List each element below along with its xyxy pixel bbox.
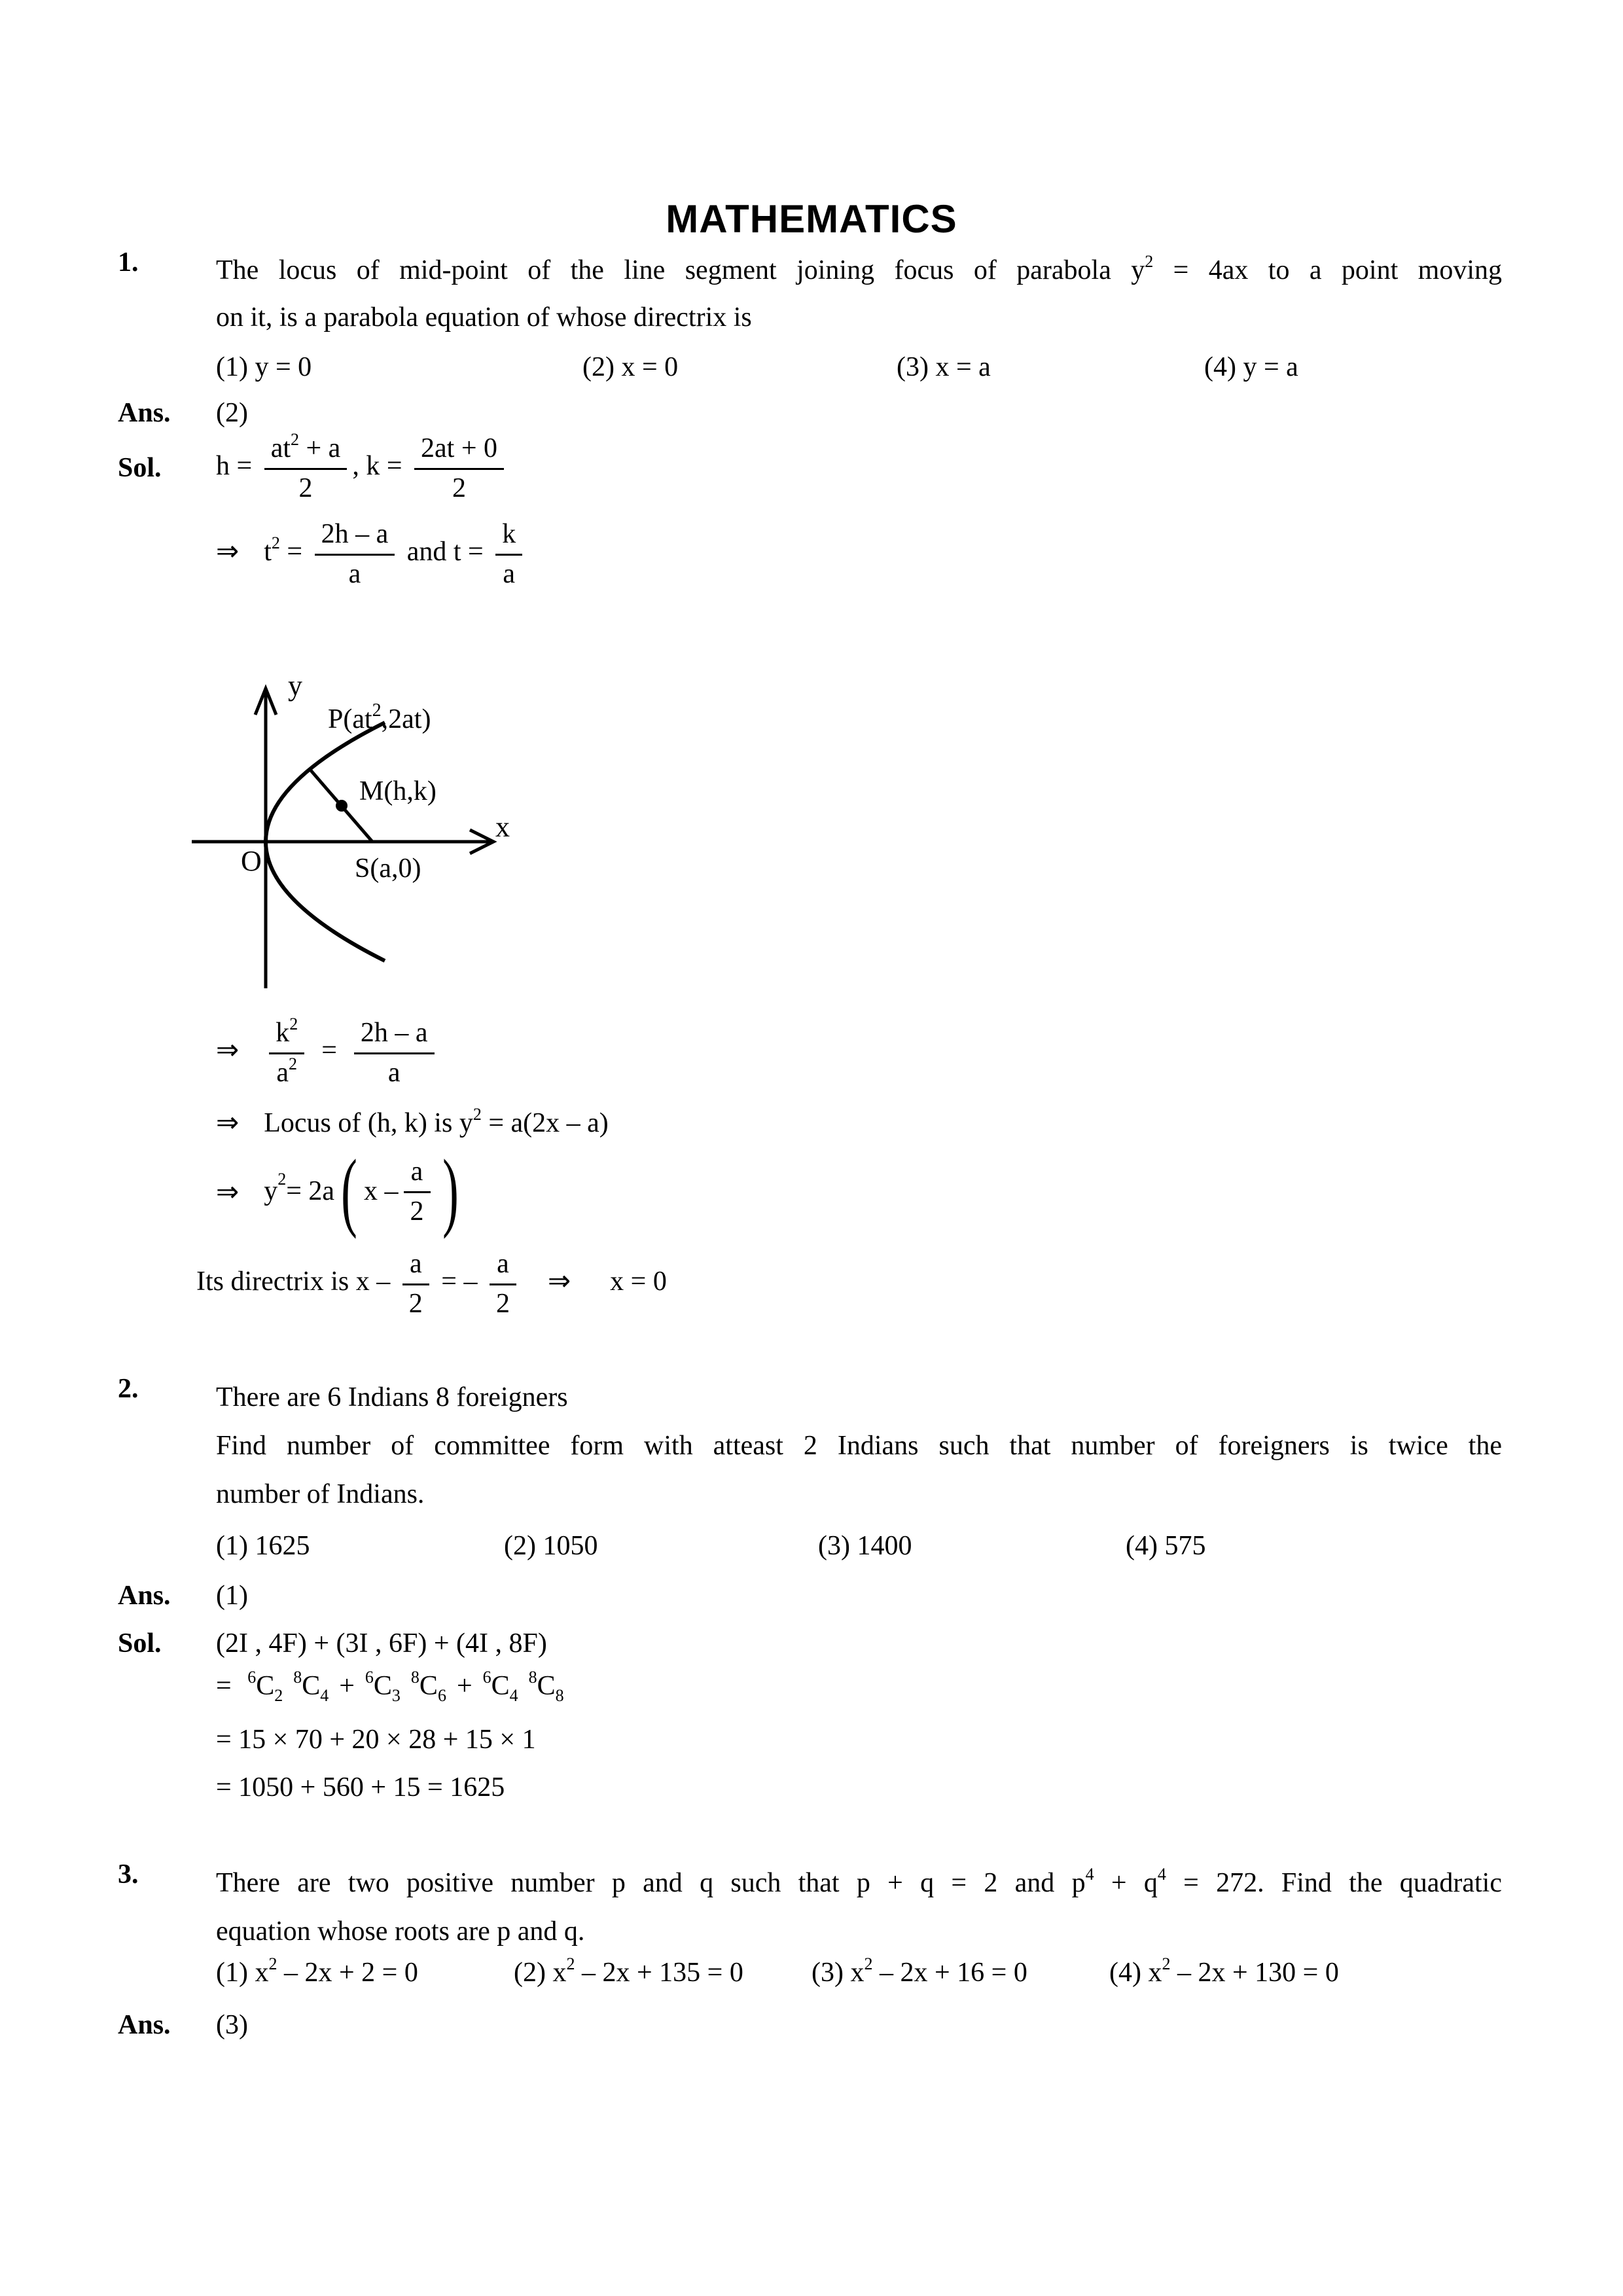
opt-text-cont: – 2x + 135 = 0 [575,1958,743,1988]
eq-text: x = 0 [610,1266,667,1297]
eq-text: = – [434,1266,484,1297]
q3-answer [118,2009,248,2041]
c-base: C [491,1671,510,1701]
implies-arrow: ⇒ [216,1175,240,1208]
fraction-denominator: 2 [404,1191,431,1229]
opt-text: (3) x [812,1958,865,1988]
implies-arrow: ⇒ [216,1106,240,1138]
eq-text: x – [364,1176,399,1206]
opt-text: (1) x [216,1958,269,1988]
q1-solution-step-2 [216,517,527,591]
q2-option-4: (4) 575 [1126,1531,1206,1561]
eq-superscript: 2 [473,1105,482,1124]
fraction-denominator: a [315,554,395,591]
c-base: C [373,1671,392,1701]
fraction-numerator: a [410,1156,423,1187]
eq-text: = 2a [286,1176,335,1206]
q2-solution-label: Sol. [118,1628,162,1659]
implies-arrow: ⇒ [216,1033,240,1066]
y-axis-label: y [288,670,302,702]
fraction [495,517,522,591]
implies-arrow: ⇒ [547,1265,571,1297]
eq-text: = [279,537,310,567]
opt-superscript: 2 [268,1954,277,1973]
c-subscript: 4 [320,1686,329,1705]
q3-line1-superscript-1: 4 [1085,1865,1094,1884]
q2-solution-step-3: = 15 × 70 + 20 × 28 + 15 × 1 [216,1725,536,1755]
point-s-label: S(a,0) [355,853,421,884]
c-superscript: 6 [247,1668,257,1687]
combination-term [482,1668,518,1705]
c-base: C [419,1671,438,1701]
fraction [354,1016,435,1090]
q1-option-3: (3) x = a [897,352,991,382]
question-3-text [216,1859,1502,1956]
fraction-numerator: 2h – a [321,519,389,549]
fraction-numerator [269,1016,304,1052]
num-superscript: 2 [289,1014,298,1033]
fraction [315,517,395,591]
q1-solution-step-5: ⇒ y 2 = 2a ( x – $\frac{a}{2}$ ) [216,1141,459,1240]
open-parenthesis: ( [341,1141,357,1240]
q3-answer-label: Ans. [118,2010,171,2040]
q1-line-1 [216,247,1502,294]
p-label-superscript: 2 [372,700,382,721]
question-1 [118,247,1502,341]
q1-solution-label: Sol. [118,453,162,483]
origin-label: O [241,845,262,877]
q1-line1-text: The locus of mid-point of the line segment joining focus of parabola y [216,255,1145,285]
eq-superscript: 2 [271,533,280,553]
opt-superscript: 2 [864,1954,873,1973]
c-subscript: 8 [555,1686,564,1705]
fraction-denominator: a [354,1052,435,1090]
x-axis-label: x [495,811,510,843]
combination-term [528,1668,564,1705]
fraction-denominator: 2 [414,468,504,505]
q2-answer-label: Ans. [118,1581,171,1611]
eq-text: and t = [400,537,491,567]
num-superscript: 2 [291,429,299,449]
fraction-numerator: a [497,1249,509,1279]
fraction-denominator: a [495,554,522,591]
eq-text: = a(2x – a) [481,1108,609,1138]
fraction-denominator: 2 [402,1283,429,1321]
fraction [404,1155,431,1229]
parabola-diagram [164,655,530,1021]
q2-solution-step-4: = 1050 + 560 + 15 = 1625 [216,1772,505,1803]
equals-sign: = [321,1035,337,1066]
point-p-label [328,700,431,734]
implies-arrow: ⇒ [216,535,240,567]
opt-superscript: 2 [566,1954,575,1973]
eq-text: , k = [352,450,410,481]
q2-option-1: (1) 1625 [216,1531,310,1561]
opt-text-cont: – 2x + 130 = 0 [1170,1958,1339,1988]
q3-line1-text-cont: + q [1094,1868,1158,1898]
point-m-label: M(h,k) [359,776,437,806]
q1-option-4: (4) y = a [1204,352,1298,382]
q3-option-4 [1109,1954,1339,1988]
eq-text: t [264,537,272,567]
fraction [264,431,348,505]
c-superscript: 8 [528,1668,537,1687]
q2-solution-step-2 [216,1668,575,1705]
fraction-denominator: 2 [264,468,348,505]
q3-options [216,1954,1339,1988]
q3-option-1 [216,1954,514,1988]
fraction-numerator [264,431,348,468]
question-1-number: 1. [118,247,139,278]
q3-answer-value: (3) [216,2010,248,2040]
question-2-text [216,1373,1502,1518]
question-3-number: 3. [118,1859,139,1890]
combination-term [293,1668,329,1705]
question-3 [118,1859,1502,1956]
q1-sol-eq-1 [216,431,509,505]
combination-term [410,1668,446,1705]
midpoint-dot [336,800,348,812]
q2-line-2: Find number of committee form with atteast 2 Indians such that number of foreigners is twice the [216,1431,1502,1461]
p-label-text: P(at [328,704,372,734]
q2-option-2: (2) 1050 [504,1531,598,1561]
fraction-numerator: 2h – a [360,1018,428,1048]
q1-solution-step-1 [118,422,509,514]
eq-text: h = [216,450,259,481]
fraction-numerator: a [409,1249,422,1279]
q3-line1-text-end: = 272. Find the quadratic [1166,1868,1502,1898]
fraction [269,1016,304,1090]
opt-text-cont: – 2x + 2 = 0 [277,1958,418,1988]
q2-solution-step-1 [118,1628,547,1659]
q1-solution-step-4 [216,1106,609,1139]
opt-text: (4) x [1109,1958,1162,1988]
q2-options [216,1530,1205,1562]
fraction [414,431,504,505]
q3-line1-text: There are two positive number p and q such that p + q = 2 and p [216,1868,1086,1898]
q3-line-2: equation whose roots are p and q. [216,1916,585,1946]
den-text: a [276,1058,289,1088]
eq-text: y [264,1176,278,1206]
fraction [490,1247,516,1321]
q3-option-2 [514,1954,812,1988]
question-2-number: 2. [118,1374,139,1404]
den-superscript: 2 [289,1054,298,1073]
q2-sol-line-1: (2I , 4F) + (3I , 6F) + (4I , 8F) [216,1628,547,1659]
num-text: k [276,1018,290,1048]
c-subscript: 6 [437,1686,446,1705]
fraction-numerator: 2at + 0 [421,433,498,463]
q1-line-2: on it, is a parabola equation of whose directrix is [216,302,752,332]
q2-answer-value: (1) [216,1581,248,1611]
combination-term [365,1668,401,1705]
fraction-numerator: k [502,519,516,549]
combination-term [247,1668,283,1705]
opt-superscript: 2 [1162,1954,1171,1973]
c-superscript: 8 [410,1668,419,1687]
page-title: MATHEMATICS [666,197,957,241]
eq-text: Locus of (h, k) is y [264,1108,473,1138]
question-2 [118,1373,1502,1518]
plus-sign: + [456,1671,473,1701]
c-subscript: 2 [274,1686,283,1705]
fraction-denominator: 2 [490,1283,516,1321]
q1-solution-step-6 [196,1247,667,1321]
num-text-cont: + a [299,433,341,463]
q2-line-3: number of Indians. [216,1479,425,1509]
eq-text: Its directrix is x – [196,1266,397,1297]
q1-solution-step-3 [216,1016,440,1090]
c-subscript: 3 [391,1686,401,1705]
q1-options [216,351,1298,383]
q2-option-3: (3) 1400 [818,1531,912,1561]
num-text: at [270,433,291,463]
c-subscript: 4 [509,1686,518,1705]
q1-line1-superscript: 2 [1145,252,1154,271]
q3-option-3 [812,1954,1109,1988]
opt-text: (2) x [514,1958,567,1988]
opt-text-cont: – 2x + 16 = 0 [872,1958,1027,1988]
q1-line1-text-cont: = 4ax to a point moving [1153,255,1502,285]
p-label-text-cont: ,2at) [381,704,431,734]
q1-answer-value: (2) [216,398,248,428]
q3-line-1 [216,1859,1502,1907]
q2-line-1: There are 6 Indians 8 foreigners [216,1382,568,1412]
c-base: C [537,1671,556,1701]
c-base: C [256,1671,275,1701]
c-superscript: 6 [482,1668,491,1687]
q1-option-2: (2) x = 0 [582,352,679,382]
q2-answer [118,1580,248,1611]
c-superscript: 8 [293,1668,302,1687]
q1-answer-label: Ans. [118,398,171,428]
q1-option-1: (1) y = 0 [216,352,312,382]
plus-sign: + [339,1671,355,1701]
c-base: C [302,1671,321,1701]
fraction [402,1247,429,1321]
c-superscript: 6 [365,1668,374,1687]
q3-line1-superscript-2: 4 [1157,1865,1166,1884]
equals-sign: = [216,1671,239,1701]
fraction-denominator [269,1052,304,1090]
close-parenthesis: ) [442,1141,459,1240]
question-1-text [216,247,1502,341]
